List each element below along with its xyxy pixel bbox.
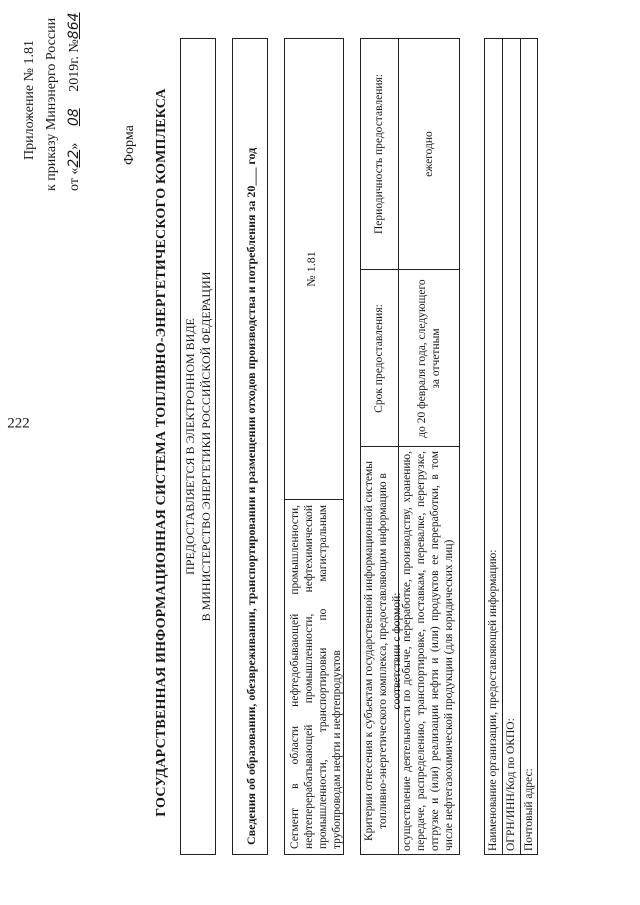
deadline-value: до 20 февраля года, следующего за отчетным [416,279,442,438]
date-prefix: от « [67,167,82,191]
form-label: Форма [122,125,137,165]
date-day: 22 [66,149,82,168]
appendix-line-2: к приказу Минэнерго России [44,17,59,191]
date-month: 08 [66,108,82,127]
segment-text: Сегмент в области нефтедобывающей промышленности, нефтеперерабатывающей промышленности, нефтехимической промышленности, транспортировки по магистральным трубопроводам нефти и нефтепродуктов [289,505,343,849]
system-title: ГОСУДАРСТВЕННАЯ ИНФОРМАЦИОННАЯ СИСТЕМА ТОПЛИВНО-ЭНЕРГЕТИЧЕСКОГО КОМПЛЕКСА [154,88,169,817]
order-number: 864 [66,12,82,40]
criteria-header: Критерии отнесения к субъектам государственной информационной системы топливно-энергетического комплекса, предоставляющим информацию в соответствии с формой: [363,461,403,841]
org-divider-2 [520,38,521,855]
form-number: № 1.81 [304,251,318,287]
appendix-line-3 [66,12,83,191]
page-number-label: 222 [7,415,30,432]
periodicity-value: ежегодно [423,131,435,177]
org-ids-label: ОГРН/ИНН/Код по ОКПО: [505,718,517,851]
report-title: Сведения об образовании, обезвреживании, транспортировании и размещении отходов производства и потребления за 20___ год [244,147,258,845]
periodicity-header: Периодичность предоставления: [373,74,385,234]
date-quote: » [67,142,82,150]
criteria-value: осуществление деятельности по добыче, переработке, производству, хранению, передаче, распределению, транспортировке, поставкам, перевалке, перегрузке, отгрузке и (или) реализации нефти и (или) продуктов ее переработки, в том числе нефтегазохимической продукции (для юридических лиц) [401,451,455,851]
deadline-header: Срок предоставления: [373,304,385,413]
date-year: 2019 [67,63,82,92]
org-address-label: Почтовый адрес: [523,768,535,851]
appendix-line-1: Приложение № 1.81 [22,40,37,160]
submission-line-1: ПРЕДОСТАВЛЯЕТСЯ В ЭЛЕКТРОННОМ ВИДЕ [183,318,197,575]
org-name-label: Наименование организации, предоставляющей информацию: [487,549,499,851]
submission-line-2: В МИНИСТЕРСТВО ЭНЕРГЕТИКИ РОССИЙСКОЙ ФЕДЕРАЦИИ [199,271,213,622]
org-divider-1 [502,38,503,855]
order-number-prefix: г. № [67,39,82,64]
